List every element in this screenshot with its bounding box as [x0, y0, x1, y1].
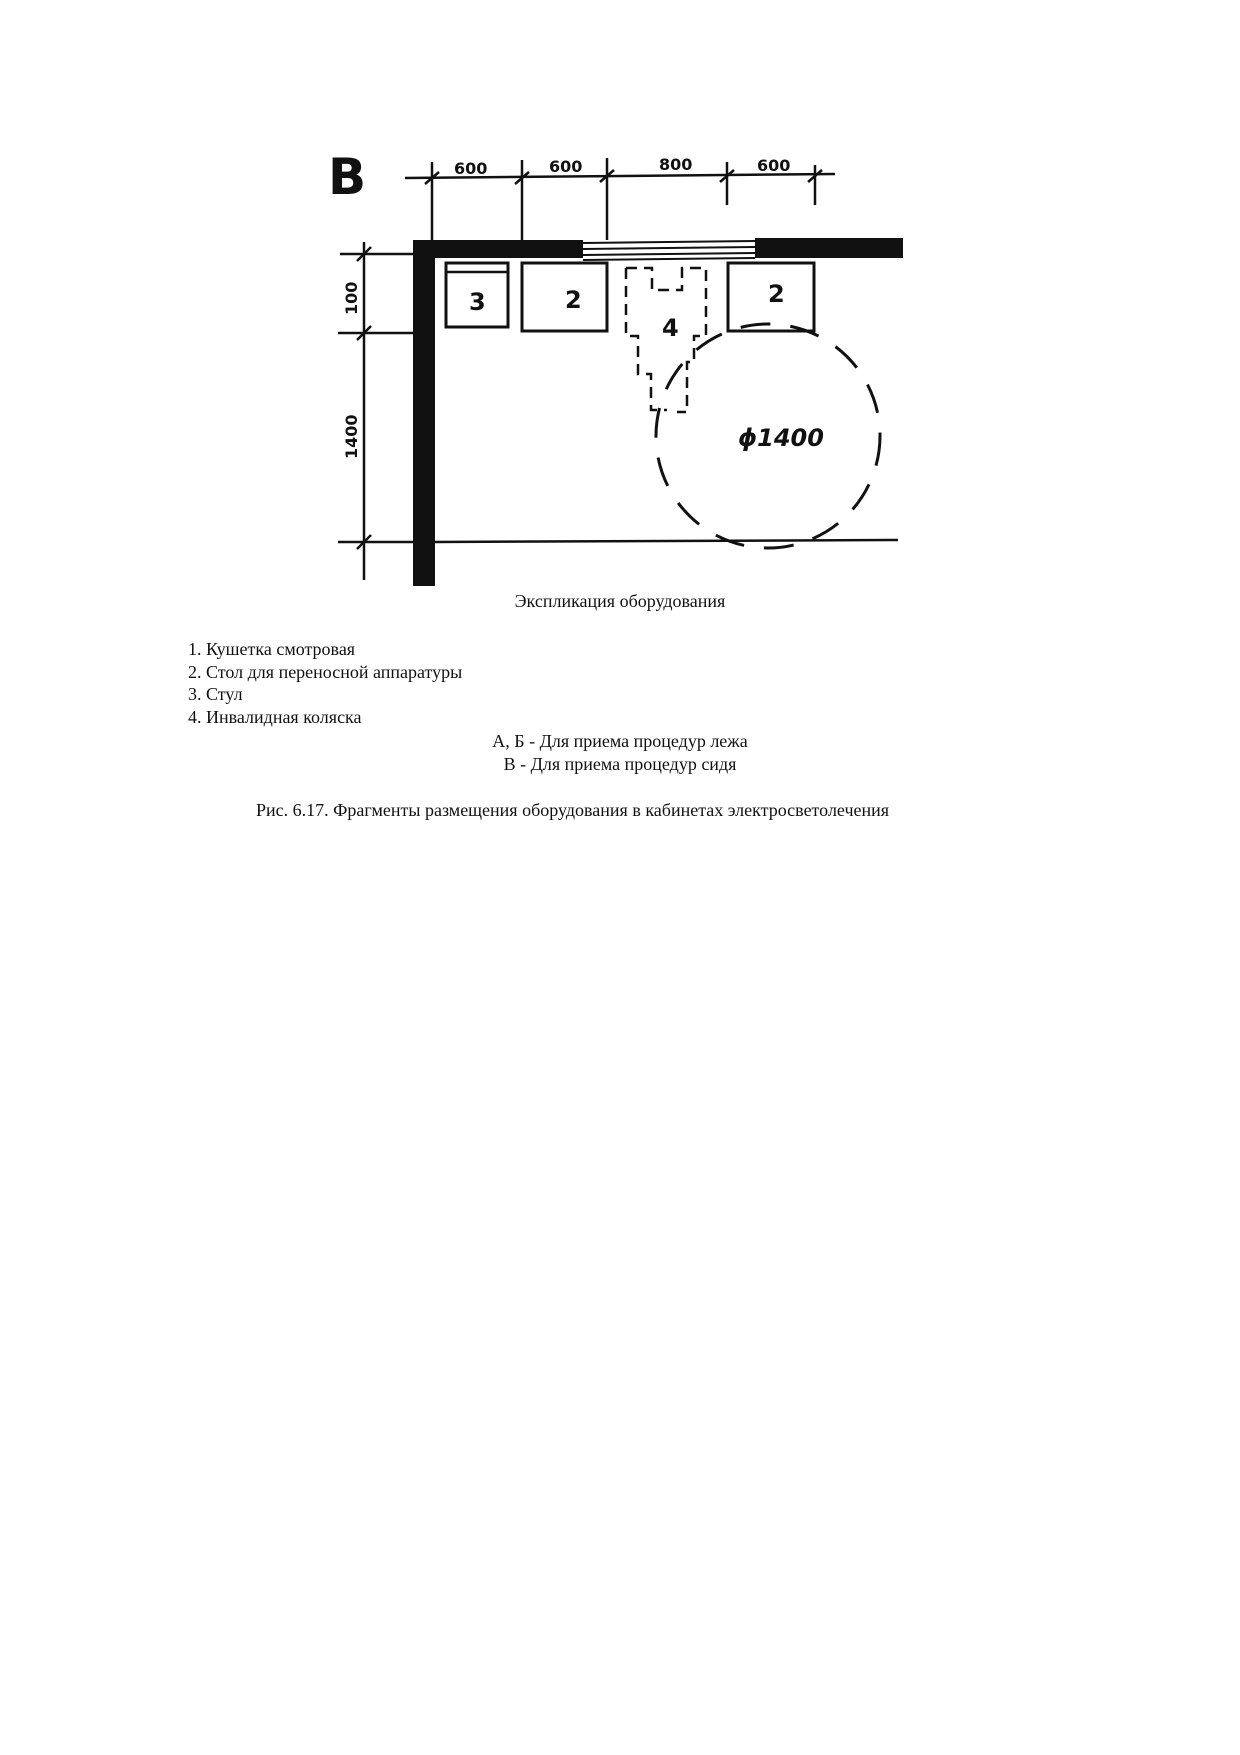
legend-item-wheelchair: 4. Инвалидная коляска [188, 706, 362, 727]
dim-left-1: 100 [342, 281, 361, 315]
dim-top-1: 600 [454, 159, 488, 178]
dim-top-3: 800 [659, 155, 693, 174]
equipment-legend [188, 638, 462, 728]
dim-top-2: 600 [549, 157, 583, 176]
legend-item-table: 2. Стол для переносной аппаратуры [188, 661, 463, 682]
item-label-wheelchair: 4 [662, 314, 679, 342]
explication-title: Экспликация оборудования [514, 591, 726, 611]
note-sitting: В - Для приема процедур сидя [503, 754, 737, 774]
figure-caption: Рис. 6.17. Фрагменты размещения оборудования в кабинетах электросветолечения [256, 800, 890, 820]
floor-plan-drawing [0, 0, 1240, 600]
legend-item-couch: 1. Кушетка смотровая [188, 639, 356, 659]
legend-item-chair: 3. Стул [188, 684, 243, 704]
item-label-chair: 3 [469, 288, 486, 316]
turning-circle-label: ϕ1400 [738, 424, 824, 452]
variant-letter: В [328, 148, 367, 206]
item-label-table-1: 2 [565, 286, 582, 314]
equipment [446, 263, 814, 412]
dim-left-2: 1400 [342, 414, 361, 459]
note-lying: А, Б - Для приема процедур лежа [492, 731, 748, 751]
item-label-table-2: 2 [768, 280, 785, 308]
dim-top-4: 600 [757, 156, 791, 175]
